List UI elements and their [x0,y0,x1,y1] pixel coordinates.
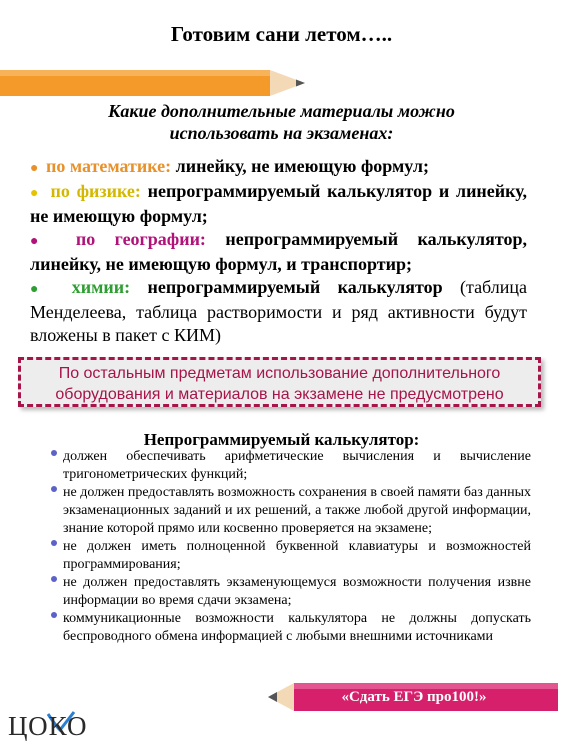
material-text: непрограммируемый калькулятор [147,277,443,297]
material-item [30,228,527,276]
material-text: непрограммируемый калькулятор, линейку, не имеющую формул, и транспортир; [30,229,528,274]
list-item [63,448,531,484]
subject-name: по математике: [45,156,172,176]
bullet-dot-icon [51,612,57,618]
requirement-text: коммуникационные возможности калькулятора не должны допускать беспроводного обмена информацией с любыми внешними источниками [63,611,531,644]
calculator-heading: Непрограммируемый калькулятор: [143,430,420,449]
list-item [63,610,531,646]
page-title: Готовим сани летом….. [170,22,393,46]
notice-box: По остальным предметам использование дополнительного оборудования и материалов на экзамене не предусмотрено [18,357,541,407]
material-item [30,155,527,180]
material-item [30,276,527,347]
bullet-dot-icon: ● [30,186,41,201]
material-item [30,180,527,228]
bullet-dot-icon [51,450,57,456]
subject-name: по физике: [50,181,141,201]
bullet-dot-icon: ● [30,282,52,297]
logo: ЦОКО [8,711,88,741]
requirement-text: должен обеспечивать арифметические вычисления и вычисление тригонометрических функций; [63,449,531,482]
requirement-text: не должен иметь полноценной буквенной клавиатуры и возможностей программирования; [63,539,531,572]
bullet-dot-icon [51,540,57,546]
requirement-text: не должен предоставлять возможность сохранения в своей памяти баз данных экзаменационных заданий и их решений, а также любой другой информации, знание которой прямо или косвенно проверяется на экзамене; [63,485,531,536]
calculator-requirements [63,448,531,646]
cta-banner[interactable]: «Сдать ЕГЭ про100!» [341,689,487,705]
bullet-dot-icon: ● [30,234,54,249]
pencil-banner-top [0,66,320,100]
bullet-dot-icon [51,576,57,582]
list-item [63,574,531,610]
requirement-text: не должен предоставлять экзаменующемуся возможности получения извне информации во время сдачи экзамена; [63,575,531,608]
material-text: линейку, не имеющую формул; [175,156,429,176]
material-text: непрограммируемый калькулятор и линейку, не имеющую формул; [30,181,527,226]
bullet-dot-icon: ● [30,161,39,176]
list-item [63,484,531,538]
subtitle: Какие дополнительные материалы можно использовать на экзаменах: [108,101,455,143]
list-item [63,538,531,574]
subject-name: по географии: [75,229,206,249]
bullet-dot-icon [51,486,57,492]
material-note: (таблица Менделеева, таблица растворимости и ряд активности будут вложены в пакет с КИМ) [30,277,528,345]
subject-name: химии: [71,277,131,297]
materials-list [30,155,527,347]
